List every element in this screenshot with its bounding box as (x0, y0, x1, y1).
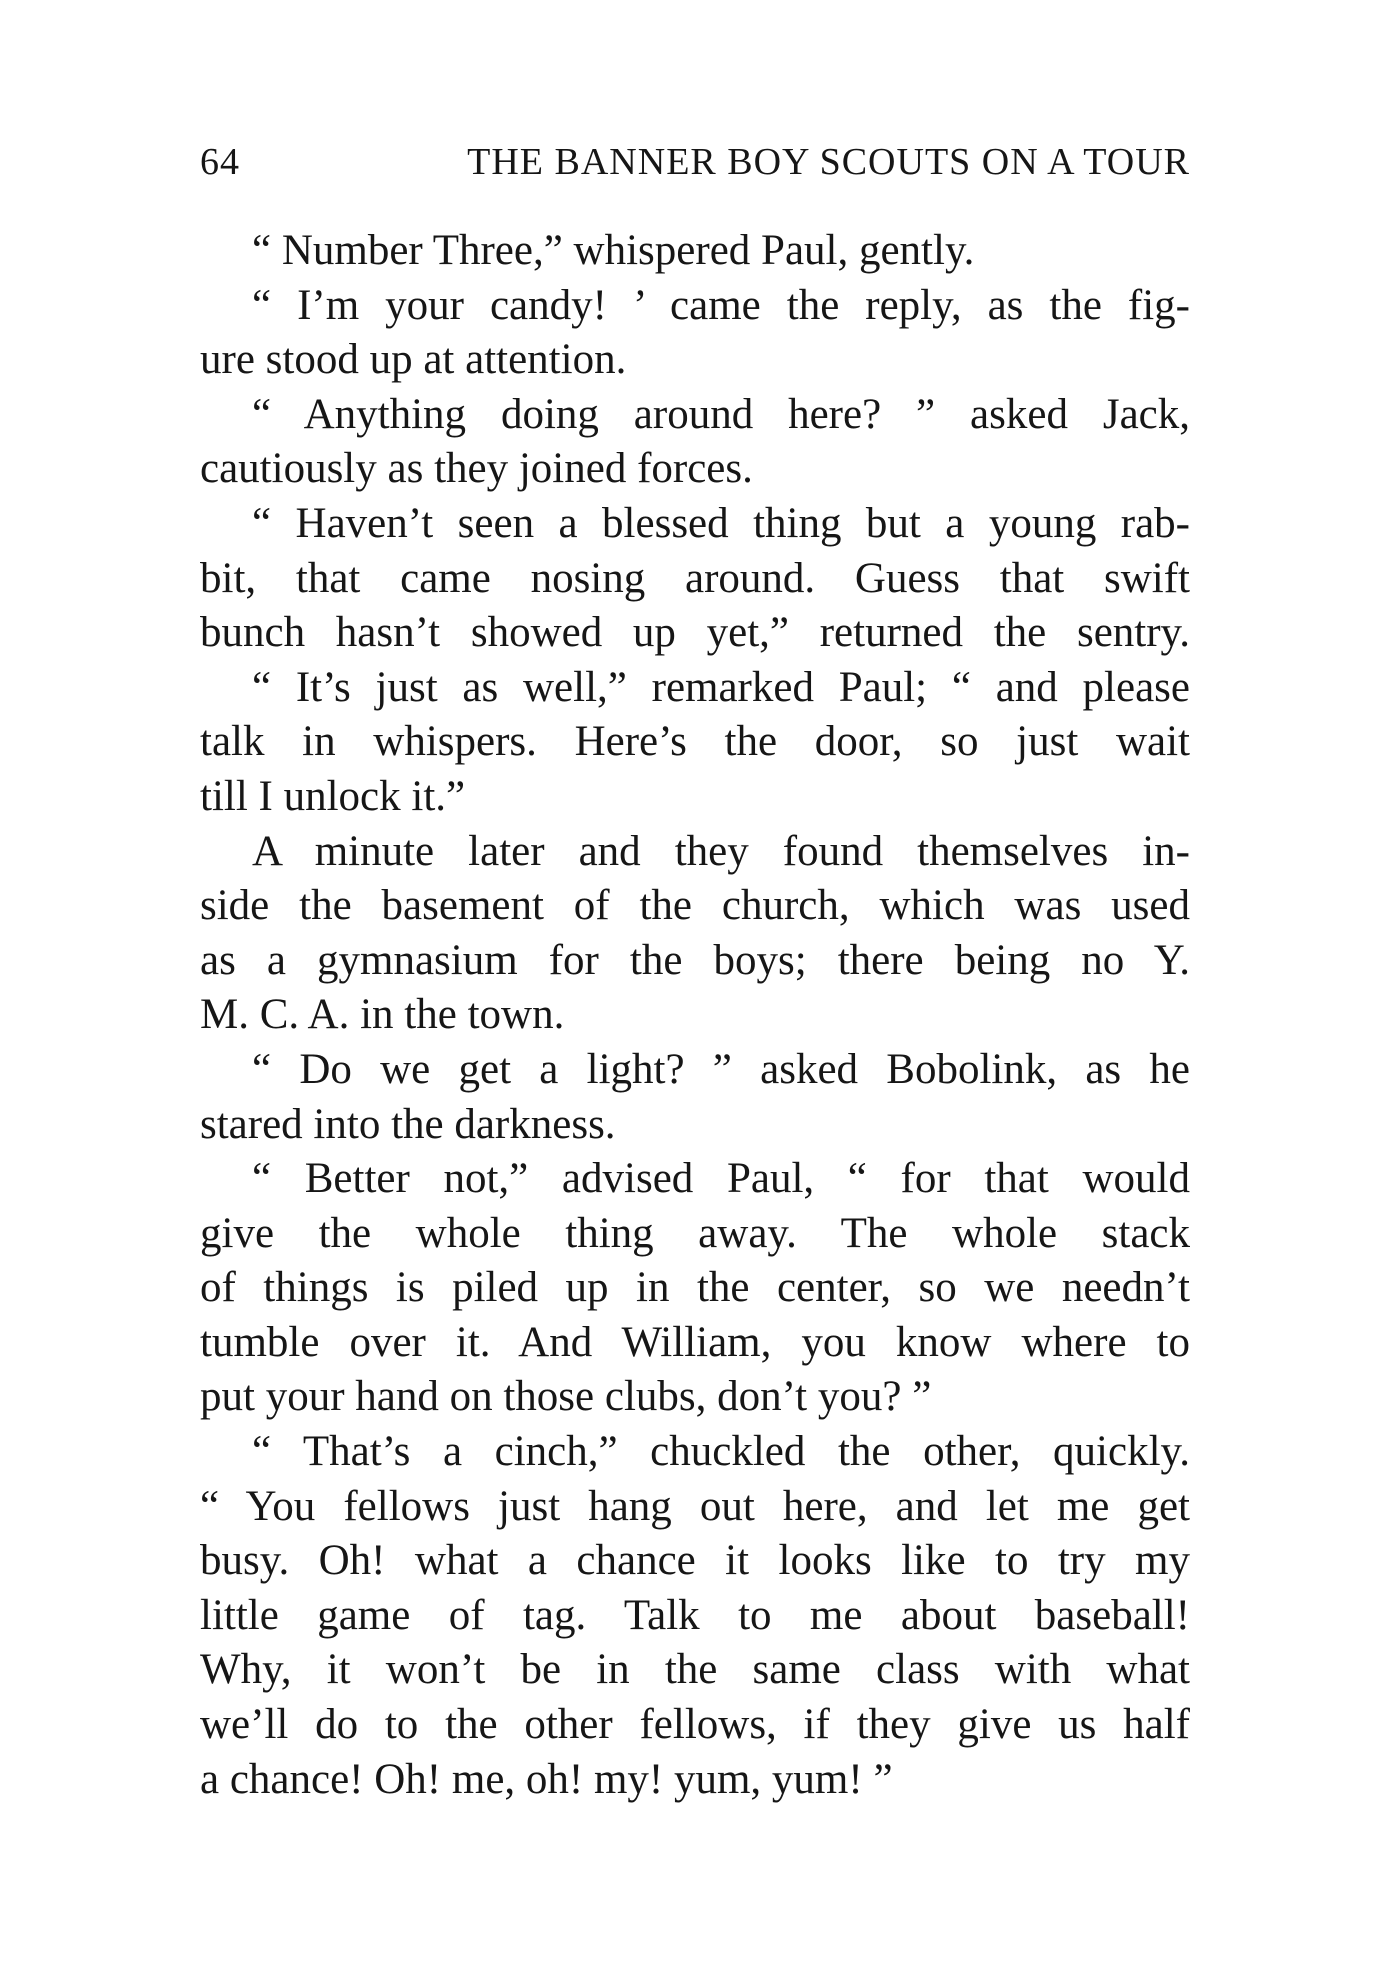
text-line: “ You fellows just hang out here, and let me get (200, 1482, 1190, 1530)
text-line: tumble over it. And William, you know where to (200, 1318, 1190, 1366)
text-line: of things is piled up in the center, so we needn’t (200, 1264, 1190, 1312)
text-line: “ Anything doing around here? ” asked Jack, (252, 390, 1190, 438)
text-line: little game of tag. Talk to me about baseball! (200, 1591, 1190, 1639)
text-line: “ Do we get a light? ” asked Bobolink, as he (252, 1045, 1190, 1093)
page-header (200, 140, 1190, 200)
text-line: as a gymnasium for the boys; there being no Y. (200, 936, 1190, 984)
text-line: “ Better not,” advised Paul, “ for that would (252, 1155, 1190, 1203)
text-line: till I unlock it.” (200, 772, 466, 820)
text-line: cautiously as they joined forces. (200, 445, 753, 493)
text-line: “ I’m your candy! ’ came the reply, as the fig- (252, 281, 1190, 329)
text-line: “ Haven’t seen a blessed thing but a young rab- (252, 499, 1190, 547)
text-line: “ It’s just as well,” remarked Paul; “ and please (252, 663, 1190, 711)
running-title: THE BANNER BOY SCOUTS ON A TOUR (467, 141, 1190, 183)
text-line: side the basement of the church, which was used (200, 882, 1190, 930)
text-line: “ Number Three,” whispered Paul, gently. (252, 227, 975, 274)
text-line: a chance! Oh! me, oh! my! yum, yum! ” (200, 1755, 893, 1803)
body-text (200, 224, 1190, 1807)
text-line: give the whole thing away. The whole stack (200, 1209, 1190, 1257)
text-line: we’ll do to the other fellows, if they give us half (200, 1701, 1190, 1749)
text-line: talk in whispers. Here’s the door, so just wait (200, 718, 1190, 766)
text-line: Why, it won’t be in the same class with what (200, 1646, 1190, 1694)
text-line: A minute later and they found themselves in- (252, 827, 1190, 875)
text-line: stared into the darkness. (200, 1100, 616, 1148)
text-line: busy. Oh! what a chance it looks like to try my (200, 1537, 1190, 1585)
text-line: ure stood up at attention. (200, 336, 627, 384)
page-number: 64 (200, 141, 240, 183)
text-line: M. C. A. in the town. (200, 991, 565, 1039)
text-line: bit, that came nosing around. Guess that swift (200, 554, 1190, 602)
text-line: “ That’s a cinch,” chuckled the other, quickly. (252, 1428, 1190, 1476)
text-line: put your hand on those clubs, don’t you? ” (200, 1373, 932, 1421)
text-line: bunch hasn’t showed up yet,” returned the sentry. (200, 609, 1190, 657)
